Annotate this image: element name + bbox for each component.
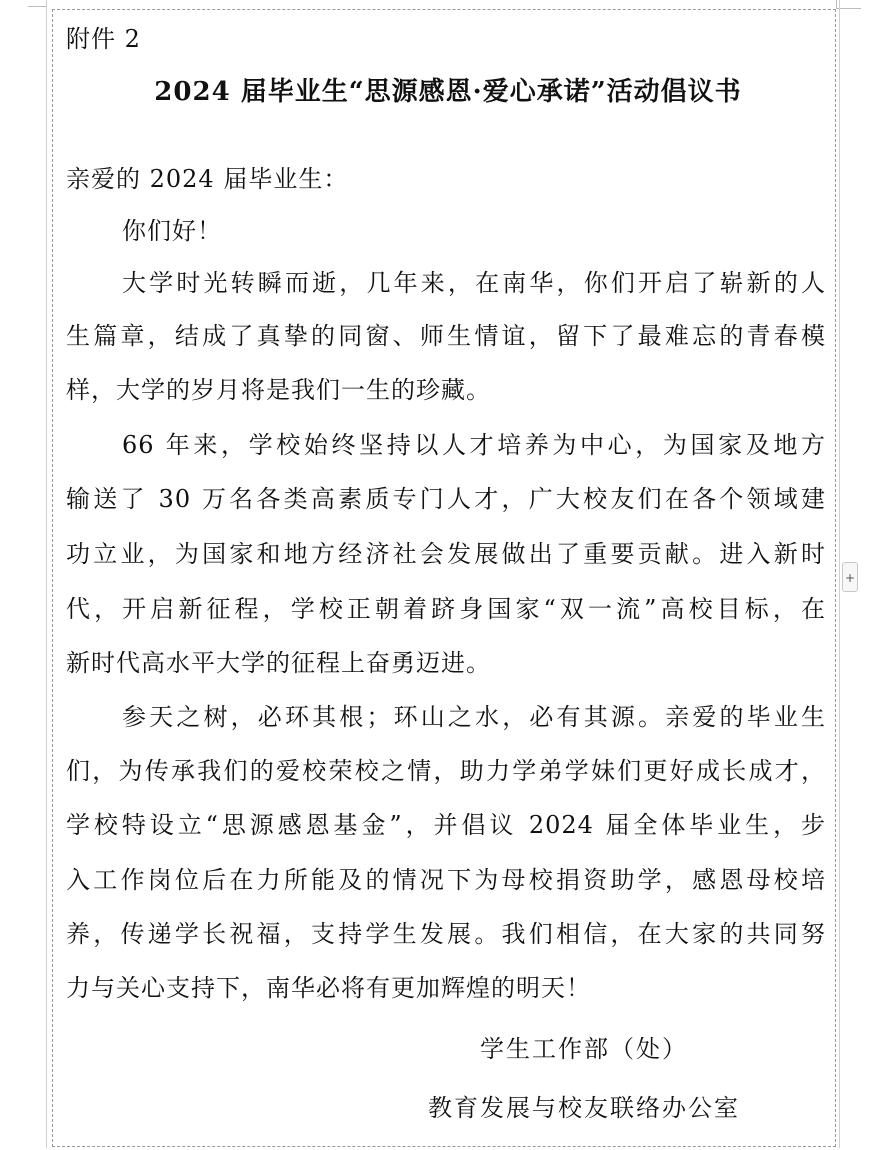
paragraph-line: 学校特设立“思源感恩基金”，并倡议 2024 届全体毕业生，步 <box>66 811 826 839</box>
paragraph-line: 力与关心支持下，南华必将有更加辉煌的明天！ <box>66 974 591 1002</box>
salutation: 亲爱的 2024 届毕业生： <box>66 165 349 193</box>
signature-department: 学生工作部（处） <box>480 1035 688 1063</box>
paragraph-line: 66 年来，学校始终坚持以人才培养为中心，为国家及地方 <box>122 431 826 459</box>
paragraph-line: 代，开启新征程，学校正朝着跻身国家“双一流”高校目标，在 <box>66 595 826 623</box>
paragraph-line: 功立业，为国家和地方经济社会发展做出了重要贡献。进入新时 <box>66 540 826 568</box>
paragraph-line: 新时代高水平大学的征程上奋勇迈进。 <box>66 649 491 677</box>
paragraph-line: 参天之树，必环其根；环山之水，必有其源。亲爱的毕业生 <box>122 703 826 731</box>
paragraph-line: 生篇章，结成了真挚的同窗、师生情谊，留下了最难忘的青春模 <box>66 322 826 350</box>
paragraph-line: 们，为传承我们的爱校荣校之情，助力学弟学妹们更好成长成才， <box>66 757 826 785</box>
expand-panel-button[interactable]: + <box>842 562 858 592</box>
page-corner-mark-left <box>28 0 47 7</box>
paragraph-line: 大学时光转瞬而逝，几年来，在南华，你们开启了崭新的人 <box>122 269 826 297</box>
paragraph-line: 养，传递学长祝福，支持学生发展。我们相信，在大家的共同努 <box>66 920 826 948</box>
paragraph-line: 样，大学的岁月将是我们一生的珍藏。 <box>66 376 491 404</box>
paragraph-line: 入工作岗位后在力所能及的情况下为母校捐资助学，感恩母校培 <box>66 866 826 894</box>
paragraph-line: 输送了 30 万名各类高素质专门人才，广大校友们在各个领域建 <box>66 485 826 513</box>
attachment-label: 附件 2 <box>66 25 141 53</box>
greeting-line: 你们好！ <box>122 217 222 245</box>
document-title: 2024 届毕业生“思源感恩·爱心承诺”活动倡议书 <box>154 77 742 107</box>
signature-office: 教育发展与校友联络办公室 <box>428 1094 740 1122</box>
